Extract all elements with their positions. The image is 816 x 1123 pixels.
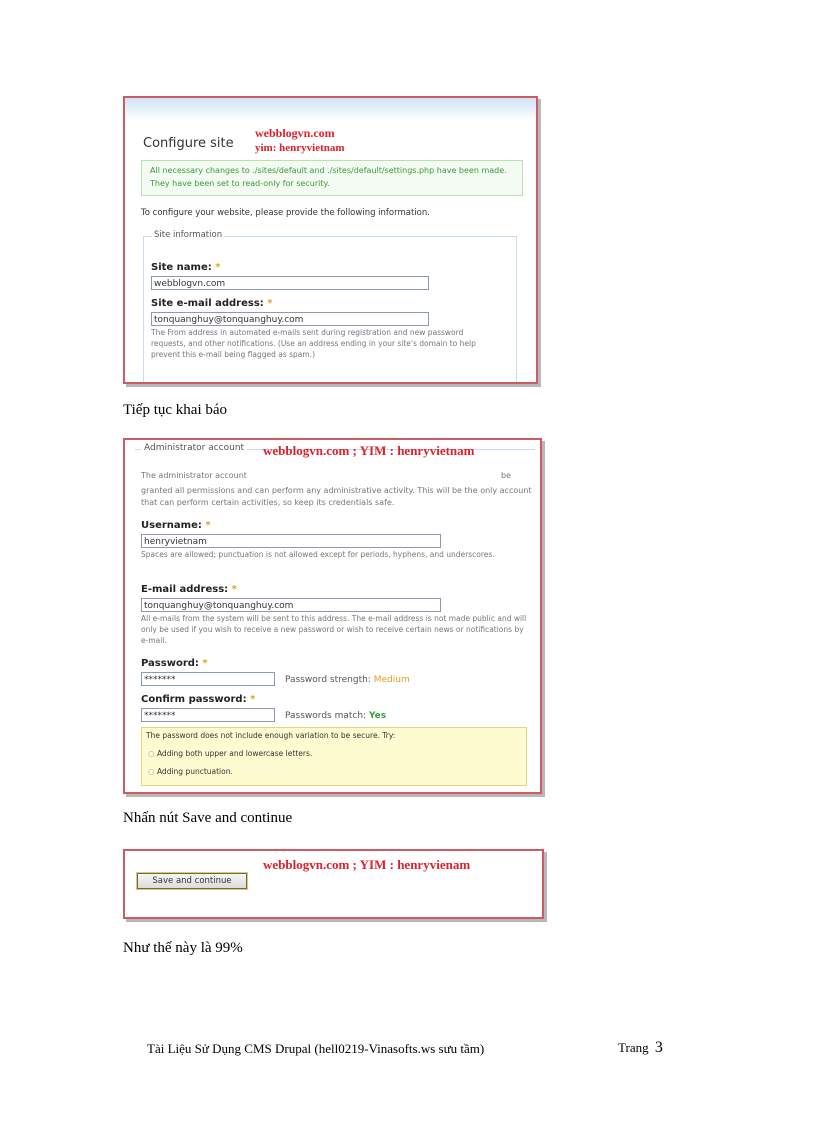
site-email-label: Site e-mail address: *	[151, 298, 273, 309]
bullet-icon: ○	[148, 767, 155, 776]
fieldset-legend: Administrator account	[141, 443, 247, 453]
notice-text: All necessary changes to ./sites/default and ./sites/default/settings.php have been made. They have been set to read-only for security.	[150, 166, 507, 188]
site-name-label: Site name: *	[151, 262, 221, 273]
header-gradient	[125, 98, 536, 120]
intro-start: The administrator account	[141, 471, 247, 480]
required-mark: *	[202, 658, 208, 669]
username-description: Spaces are allowed; punctuation is not allowed except for periods, hyphens, and underscores.	[141, 550, 495, 559]
password-label: Password: *	[141, 658, 208, 669]
footer-text: Tài Liệu Sử Dụng CMS Drupal (hell0219-Vinasofts.ws sưu tầm)	[147, 1041, 485, 1056]
caption-continue: Tiếp tục khai báo	[123, 402, 228, 418]
required-mark: *	[231, 584, 237, 595]
strength-value: Medium	[373, 675, 410, 685]
email-label: E-mail address: *	[141, 584, 237, 595]
warning-item: ○ Adding punctuation.	[148, 767, 233, 776]
username-input[interactable]: henryvietnam	[141, 534, 441, 548]
save-and-continue-button[interactable]: Save and continue	[137, 873, 247, 889]
email-input[interactable]: tonquanghuy@tonquanghuy.com	[141, 598, 441, 612]
warning-text: The password does not include enough variation to be secure. Try:	[146, 731, 396, 740]
save-button-screenshot	[123, 849, 544, 919]
email-description: All e-mails from the system will be sent to this address. The e-mail address is not made public and will only be used if you wish to receive a new password or wish to receive certain news or notifications by e-mail.	[141, 614, 527, 645]
fieldset-legend: Site information	[154, 230, 223, 240]
watermark: webblogvn.com ; YIM : henryvietnam	[263, 443, 475, 458]
site-email-description: The From address in automated e-mails sent during registration and new password requests, and other notifications. (Use an address ending in your site's domain to help prevent this e-mail being flagged as spam.)	[151, 328, 476, 359]
configure-site-screenshot	[123, 96, 538, 384]
required-mark: *	[215, 262, 221, 273]
passwords-match: Passwords match: Yes	[285, 711, 387, 721]
intro-be: be	[501, 471, 511, 480]
site-info-fieldset	[143, 230, 517, 383]
site-email-input[interactable]: tonquanghuy@tonquanghuy.com	[151, 312, 429, 326]
page-title: Configure site	[143, 136, 234, 151]
watermark: webblogvn.com ; YIM : henryvienam	[263, 857, 471, 872]
intro-rest: granted all permissions and can perform any administrative activity. This will be the only account that can perform certain activities, so keep its credentials safe.	[141, 486, 532, 507]
page-number: Trang 3	[618, 1039, 663, 1056]
match-value: Yes	[368, 711, 387, 721]
caption-99: Như thế này là 99%	[123, 940, 243, 956]
password-warning-box	[141, 727, 527, 786]
confirm-password-input[interactable]: *******	[141, 708, 275, 722]
status-notice	[141, 160, 523, 196]
bullet-icon: ○	[148, 749, 155, 758]
warning-item: ○ Adding both upper and lowercase letters.	[148, 749, 313, 758]
password-input[interactable]: *******	[141, 672, 275, 686]
required-mark: *	[250, 694, 256, 705]
username-label: Username: *	[141, 520, 211, 531]
intro-text: To configure your website, please provide the following information.	[141, 208, 430, 218]
watermark-line2: yim: henryvietnam	[255, 142, 345, 154]
confirm-password-label: Confirm password: *	[141, 694, 256, 705]
watermark-line1: webblogvn.com	[255, 126, 335, 140]
required-mark: *	[267, 298, 273, 309]
required-mark: *	[205, 520, 211, 531]
caption-save: Nhấn nút Save and continue	[123, 810, 293, 826]
site-name-input[interactable]: webblogvn.com	[151, 276, 429, 290]
admin-account-screenshot	[123, 438, 542, 794]
password-strength: Password strength: Medium	[285, 675, 410, 685]
